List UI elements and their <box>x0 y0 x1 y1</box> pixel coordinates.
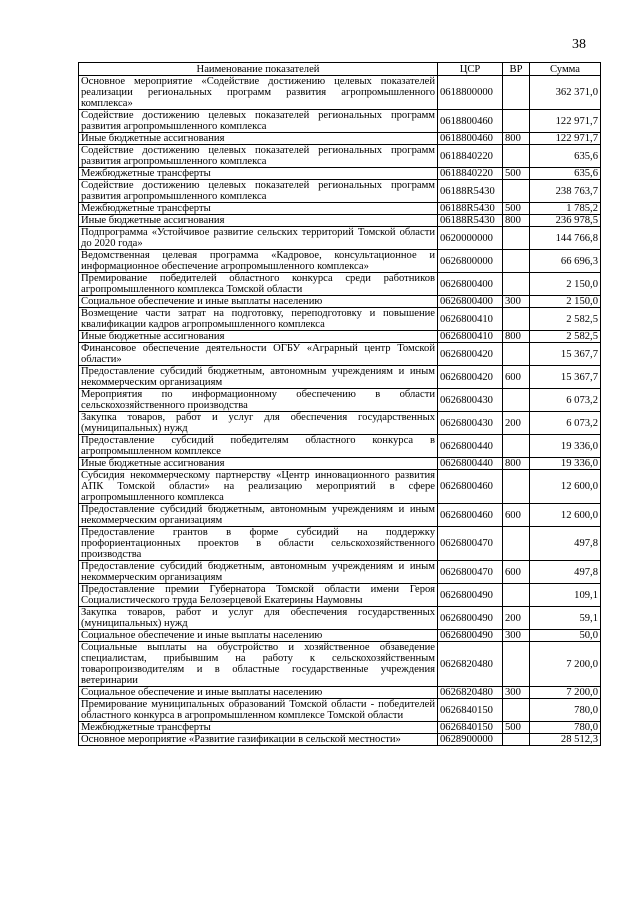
cell-sum: 6 073,2 <box>530 412 601 435</box>
table-row <box>79 584 601 607</box>
cell-sum: 66 696,3 <box>530 250 601 273</box>
cell-vr: 300 <box>503 296 530 308</box>
cell-vr: 500 <box>503 722 530 734</box>
cell-sum: 144 766,8 <box>530 227 601 250</box>
table-row <box>79 227 601 250</box>
table-row <box>79 458 601 470</box>
cell-name: Содействие достижению целевых показателей региональных программ развития агропромышленного комплекса <box>79 180 438 203</box>
table-row <box>79 687 601 699</box>
cell-name: Межбюджетные трансферты <box>79 168 438 180</box>
cell-csr: 0620000000 <box>438 227 503 250</box>
cell-sum: 7 200,0 <box>530 642 601 687</box>
table-header-row <box>79 63 601 76</box>
table-row <box>79 607 601 630</box>
table-row <box>79 722 601 734</box>
cell-vr <box>503 470 530 504</box>
cell-csr: 0626800430 <box>438 412 503 435</box>
cell-sum: 12 600,0 <box>530 504 601 527</box>
cell-csr: 0626800490 <box>438 584 503 607</box>
cell-name: Предоставление премии Губернатора Томской области имени Героя Социалистического труда Белозерцевой Екатерины Наумовны <box>79 584 438 607</box>
budget-table <box>78 62 601 746</box>
cell-csr: 0626800430 <box>438 389 503 412</box>
cell-csr: 0626800470 <box>438 561 503 584</box>
cell-sum: 236 978,5 <box>530 215 601 227</box>
cell-vr <box>503 389 530 412</box>
cell-vr <box>503 734 530 746</box>
cell-name: Межбюджетные трансферты <box>79 203 438 215</box>
cell-vr <box>503 273 530 296</box>
cell-sum: 19 336,0 <box>530 435 601 458</box>
cell-sum: 15 367,7 <box>530 366 601 389</box>
cell-csr: 0626800440 <box>438 435 503 458</box>
table-body <box>79 76 601 746</box>
cell-vr <box>503 250 530 273</box>
cell-name: Предоставление субсидий бюджетным, автономным учреждениям и иным некоммерческим организациям <box>79 504 438 527</box>
cell-sum: 15 367,7 <box>530 343 601 366</box>
cell-name: Субсидия некоммерческому партнерству «Центр инновационного развития АПК Томской области» на реализацию мероприятий в сфере агропромышленного комплекса <box>79 470 438 504</box>
header-csr: ЦСР <box>438 63 503 76</box>
cell-vr: 600 <box>503 504 530 527</box>
cell-vr <box>503 180 530 203</box>
cell-sum: 780,0 <box>530 699 601 722</box>
cell-sum: 2 150,0 <box>530 296 601 308</box>
cell-vr <box>503 584 530 607</box>
cell-sum: 6 073,2 <box>530 389 601 412</box>
cell-name: Предоставление субсидий победителям областного конкурса в агропромышленном комплексе <box>79 435 438 458</box>
cell-vr: 300 <box>503 687 530 699</box>
cell-name: Мероприятия по информационному обеспечению в области сельскохозяйственного производства <box>79 389 438 412</box>
table-row <box>79 734 601 746</box>
cell-name: Социальные выплаты на обустройство и хозяйственное обзаведение специалистам, прибывшим на работу к сельскохозяйственным товаропроизводителям и в областные государственные учреждения ветеринарии <box>79 642 438 687</box>
cell-name: Предоставление грантов в форме субсидий на поддержку профориентационных проектов в области сельскохозяйственного производства <box>79 527 438 561</box>
cell-csr: 0626800420 <box>438 366 503 389</box>
cell-vr <box>503 308 530 331</box>
cell-vr <box>503 343 530 366</box>
cell-sum: 28 512,3 <box>530 734 601 746</box>
table-row <box>79 389 601 412</box>
cell-vr <box>503 76 530 110</box>
cell-name: Финансовое обеспечение деятельности ОГБУ «Аграрный центр Томской области» <box>79 343 438 366</box>
table-row <box>79 250 601 273</box>
table-row <box>79 296 601 308</box>
table-row <box>79 699 601 722</box>
cell-sum: 12 600,0 <box>530 470 601 504</box>
table-row <box>79 76 601 110</box>
table-row <box>79 110 601 133</box>
cell-csr: 0626800400 <box>438 296 503 308</box>
cell-vr <box>503 145 530 168</box>
cell-vr: 200 <box>503 607 530 630</box>
cell-name: Содействие достижению целевых показателей региональных программ развития агропромышленного комплекса <box>79 110 438 133</box>
cell-sum: 59,1 <box>530 607 601 630</box>
cell-vr: 800 <box>503 133 530 145</box>
cell-name: Иные бюджетные ассигнования <box>79 215 438 227</box>
cell-csr: 0618840220 <box>438 145 503 168</box>
table-row <box>79 504 601 527</box>
table-row <box>79 527 601 561</box>
cell-vr <box>503 227 530 250</box>
cell-csr: 0626800420 <box>438 343 503 366</box>
cell-sum: 2 582,5 <box>530 331 601 343</box>
cell-csr: 0626800000 <box>438 250 503 273</box>
cell-sum: 362 371,0 <box>530 76 601 110</box>
cell-name: Социальное обеспечение и иные выплаты населению <box>79 296 438 308</box>
cell-sum: 122 971,7 <box>530 133 601 145</box>
cell-sum: 1 785,2 <box>530 203 601 215</box>
cell-name: Иные бюджетные ассигнования <box>79 331 438 343</box>
cell-csr: 0626800400 <box>438 273 503 296</box>
cell-csr: 0618800460 <box>438 133 503 145</box>
cell-vr: 800 <box>503 331 530 343</box>
table-row <box>79 343 601 366</box>
cell-sum: 497,8 <box>530 561 601 584</box>
table-row <box>79 470 601 504</box>
cell-sum: 635,6 <box>530 168 601 180</box>
table-row <box>79 308 601 331</box>
cell-name: Социальное обеспечение и иные выплаты населению <box>79 630 438 642</box>
table-row <box>79 412 601 435</box>
cell-vr: 500 <box>503 203 530 215</box>
cell-name: Содействие достижению целевых показателей региональных программ развития агропромышленного комплекса <box>79 145 438 168</box>
cell-name: Основное мероприятие «Содействие достижению целевых показателей реализации региональных программ развития агропромышленного комплекса» <box>79 76 438 110</box>
header-sum: Сумма <box>530 63 601 76</box>
table-row <box>79 133 601 145</box>
table-row <box>79 273 601 296</box>
cell-csr: 0628900000 <box>438 734 503 746</box>
table-row <box>79 180 601 203</box>
cell-name: Подпрограмма «Устойчивое развитие сельских территорий Томской области до 2020 года» <box>79 227 438 250</box>
cell-sum: 497,8 <box>530 527 601 561</box>
cell-csr: 06188R5430 <box>438 203 503 215</box>
cell-name: Иные бюджетные ассигнования <box>79 133 438 145</box>
cell-vr <box>503 642 530 687</box>
cell-csr: 0626820480 <box>438 642 503 687</box>
cell-name: Иные бюджетные ассигнования <box>79 458 438 470</box>
cell-csr: 0626800410 <box>438 331 503 343</box>
cell-csr: 0626800490 <box>438 630 503 642</box>
cell-sum: 19 336,0 <box>530 458 601 470</box>
cell-csr: 0618800000 <box>438 76 503 110</box>
table-row <box>79 366 601 389</box>
cell-vr: 600 <box>503 561 530 584</box>
cell-sum: 122 971,7 <box>530 110 601 133</box>
cell-vr: 600 <box>503 366 530 389</box>
cell-sum: 2 582,5 <box>530 308 601 331</box>
page-number: 38 <box>572 37 586 52</box>
cell-csr: 0626800440 <box>438 458 503 470</box>
cell-csr: 0618840220 <box>438 168 503 180</box>
cell-csr: 0626820480 <box>438 687 503 699</box>
cell-vr: 800 <box>503 458 530 470</box>
cell-name: Премирование муниципальных образований Томской области - победителей областного конкурса в агропромышленном комплексе Томской области <box>79 699 438 722</box>
cell-csr: 06188R5430 <box>438 180 503 203</box>
cell-csr: 0626800490 <box>438 607 503 630</box>
cell-sum: 635,6 <box>530 145 601 168</box>
table-row <box>79 203 601 215</box>
cell-csr: 0626800470 <box>438 527 503 561</box>
cell-vr: 800 <box>503 215 530 227</box>
cell-name: Закупка товаров, работ и услуг для обеспечения государственных (муниципальных) нужд <box>79 607 438 630</box>
cell-sum: 780,0 <box>530 722 601 734</box>
cell-name: Закупка товаров, работ и услуг для обеспечения государственных (муниципальных) нужд <box>79 412 438 435</box>
cell-csr: 06188R5430 <box>438 215 503 227</box>
cell-sum: 50,0 <box>530 630 601 642</box>
cell-name: Межбюджетные трансферты <box>79 722 438 734</box>
cell-sum: 2 150,0 <box>530 273 601 296</box>
cell-vr <box>503 110 530 133</box>
cell-sum: 7 200,0 <box>530 687 601 699</box>
cell-name: Предоставление субсидий бюджетным, автономным учреждениям и иным некоммерческим организациям <box>79 561 438 584</box>
cell-sum: 109,1 <box>530 584 601 607</box>
table-row <box>79 215 601 227</box>
header-name: Наименование показателей <box>79 63 438 76</box>
table-row <box>79 145 601 168</box>
cell-csr: 0626800460 <box>438 504 503 527</box>
cell-csr: 0626800410 <box>438 308 503 331</box>
table-row <box>79 561 601 584</box>
table-row <box>79 630 601 642</box>
cell-csr: 0618800460 <box>438 110 503 133</box>
cell-name: Социальное обеспечение и иные выплаты населению <box>79 687 438 699</box>
cell-name: Премирование победителей областного конкурса среди работников агропромышленного комплекса Томской области <box>79 273 438 296</box>
table-row <box>79 435 601 458</box>
table-row <box>79 168 601 180</box>
cell-name: Предоставление субсидий бюджетным, автономным учреждениям и иным некоммерческим организациям <box>79 366 438 389</box>
cell-sum: 238 763,7 <box>530 180 601 203</box>
cell-vr: 300 <box>503 630 530 642</box>
cell-vr: 500 <box>503 168 530 180</box>
cell-name: Основное мероприятие «Развитие газификации в сельской местности» <box>79 734 438 746</box>
cell-name: Возмещение части затрат на подготовку, переподготовку и повышение квалификации кадров агропромышленного комплекса <box>79 308 438 331</box>
header-vr: ВР <box>503 63 530 76</box>
cell-vr <box>503 699 530 722</box>
cell-csr: 0626800460 <box>438 470 503 504</box>
table-row <box>79 642 601 687</box>
cell-csr: 0626840150 <box>438 699 503 722</box>
cell-csr: 0626840150 <box>438 722 503 734</box>
cell-name: Ведомственная целевая программа «Кадровое, консультационное и информационное обеспечение агропромышленного комплекса» <box>79 250 438 273</box>
cell-vr <box>503 527 530 561</box>
cell-vr: 200 <box>503 412 530 435</box>
table-row <box>79 331 601 343</box>
cell-vr <box>503 435 530 458</box>
